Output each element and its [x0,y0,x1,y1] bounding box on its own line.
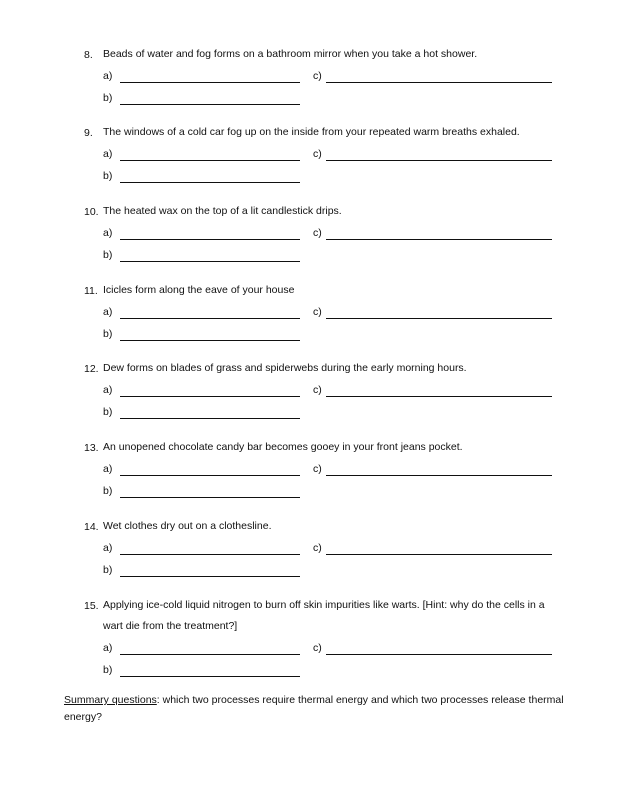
label-b: b) [103,92,113,104]
answer-row-a [0,542,622,556]
summary-heading: Summary questions [64,694,157,706]
label-c: c) [313,148,322,160]
label-b: b) [103,170,113,182]
answer-row-b [0,564,622,578]
label-c: c) [313,306,322,318]
answer-line-b[interactable] [120,261,300,262]
answer-row-a [0,70,622,84]
answer-line-c[interactable] [326,475,552,476]
question-number: 15. [84,600,99,612]
question-text: An unopened chocolate candy bar becomes gooey in your front jeans pocket. [103,441,463,453]
question-number: 12. [84,363,99,375]
label-a: a) [103,148,113,160]
label-a: a) [103,542,113,554]
answer-line-c[interactable] [326,554,552,555]
label-c: c) [313,70,322,82]
label-b: b) [103,328,113,340]
label-a: a) [103,384,113,396]
question-text: The windows of a cold car fog up on the inside from your repeated warm breaths exhaled. [103,126,520,138]
question-text: The heated wax on the top of a lit candlestick drips. [103,205,342,217]
label-c: c) [313,384,322,396]
answer-row-a [0,306,622,320]
question-text: Icicles form along the eave of your house [103,284,295,296]
answer-row-a [0,463,622,477]
answer-line-c[interactable] [326,396,552,397]
question-number: 8. [84,49,93,61]
label-c: c) [313,642,322,654]
summary-text: : which two processes require thermal energy and which two processes release thermal energy? [64,694,564,723]
question-number: 13. [84,442,99,454]
answer-line-c[interactable] [326,160,552,161]
label-c: c) [313,542,322,554]
question-text: Beads of water and fog forms on a bathroom mirror when you take a hot shower. [103,48,478,60]
answer-line-b[interactable] [120,576,300,577]
answer-row-b [0,92,622,106]
answer-line-a[interactable] [120,318,300,319]
question-number: 10. [84,206,99,218]
answer-line-b[interactable] [120,676,300,677]
answer-line-a[interactable] [120,554,300,555]
answer-line-a[interactable] [120,654,300,655]
answer-line-c[interactable] [326,239,552,240]
question-number: 9. [84,127,93,139]
label-b: b) [103,249,113,261]
answer-line-c[interactable] [326,318,552,319]
question-text: Applying ice-cold liquid nitrogen to burn off skin impurities like warts. [Hint: why do the cells in a wart die from the treatment?] [103,599,545,632]
label-c: c) [313,227,322,239]
label-a: a) [103,642,113,654]
answer-row-b [0,406,622,420]
label-a: a) [103,227,113,239]
answer-line-c[interactable] [326,654,552,655]
label-c: c) [313,463,322,475]
answer-line-b[interactable] [120,497,300,498]
summary-questions [64,692,564,726]
answer-line-b[interactable] [120,182,300,183]
answer-row-b [0,485,622,499]
label-b: b) [103,406,113,418]
answer-row-b [0,170,622,184]
answer-line-a[interactable] [120,239,300,240]
answer-line-a[interactable] [120,82,300,83]
answer-line-b[interactable] [120,104,300,105]
label-b: b) [103,485,113,497]
question-text: Wet clothes dry out on a clothesline. [103,520,272,532]
label-a: a) [103,463,113,475]
question-text: Dew forms on blades of grass and spiderwebs during the early morning hours. [103,362,467,374]
answer-row-b [0,664,622,678]
answer-line-b[interactable] [120,418,300,419]
answer-line-a[interactable] [120,160,300,161]
label-a: a) [103,70,113,82]
answer-row-a [0,384,622,398]
label-a: a) [103,306,113,318]
answer-row-b [0,328,622,342]
label-b: b) [103,564,113,576]
answer-line-a[interactable] [120,475,300,476]
label-b: b) [103,664,113,676]
answer-line-c[interactable] [326,82,552,83]
answer-line-a[interactable] [120,396,300,397]
answer-row-a [0,148,622,162]
answer-row-a [0,227,622,241]
question-number: 14. [84,521,99,533]
answer-row-a [0,642,622,656]
answer-line-b[interactable] [120,340,300,341]
question-number: 11. [84,285,98,297]
answer-row-b [0,249,622,263]
